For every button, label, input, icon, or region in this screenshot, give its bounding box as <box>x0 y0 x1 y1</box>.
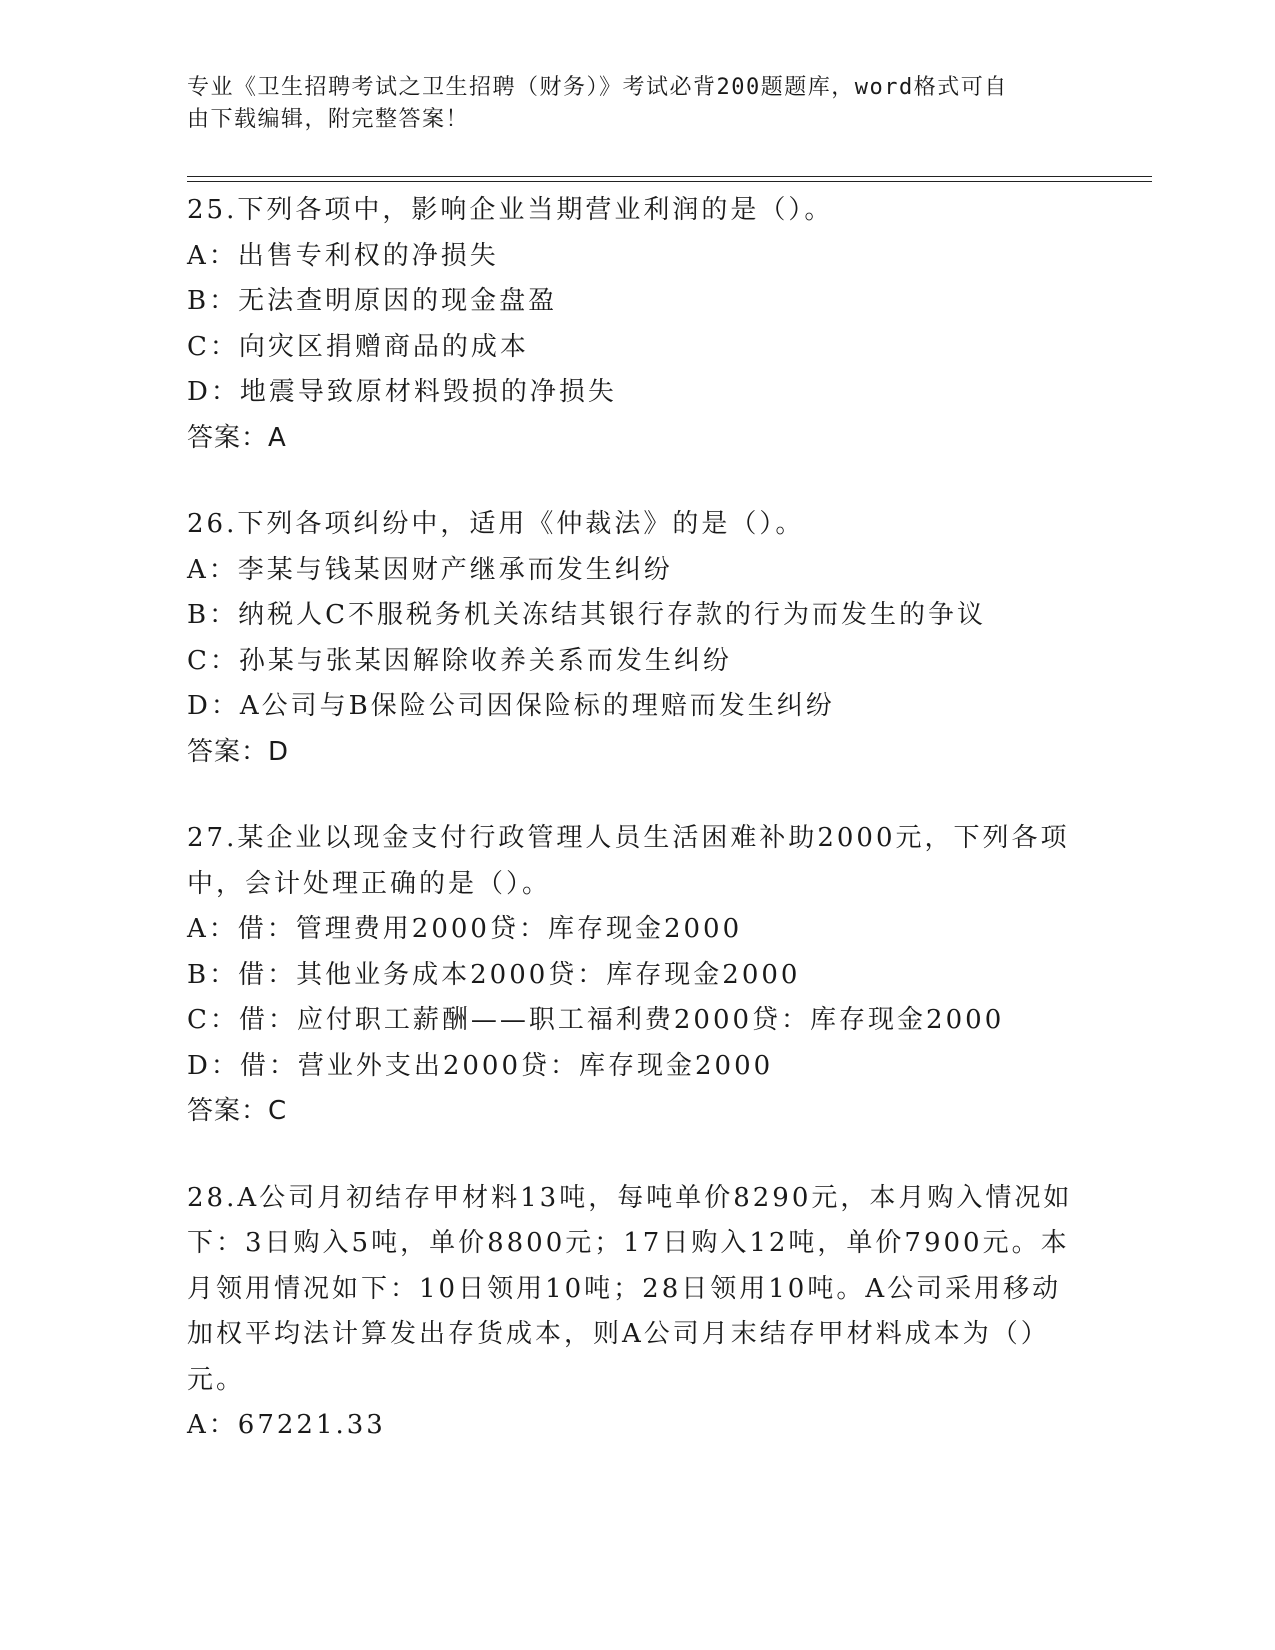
header-line-1: 专业《卫生招聘考试之卫生招聘（财务）》考试必背200题题库，word格式可自 <box>187 75 1008 100</box>
question-stem: 25.下列各项中，影响企业当期营业利润的是（）。 <box>187 195 834 225</box>
header-divider-bottom <box>187 181 1152 182</box>
option-c: C：向灾区捐赠商品的成本 <box>187 331 529 362</box>
question-stem-line-5: 元。 <box>187 1364 246 1395</box>
question-26 <box>187 502 1087 775</box>
question-stem-line-3: 月领用情况如下：10日领用10吨；28日领用10吨。A公司采用移动 <box>187 1273 1062 1304</box>
question-stem-line-1: 27.某企业以现金支付行政管理人员生活困难补助2000元，下列各项 <box>187 823 1070 853</box>
answer-label: 答案：D <box>187 736 290 767</box>
question-list <box>187 188 1087 1449</box>
option-a: A：出售专利权的净损失 <box>187 240 499 271</box>
option-d: D：A公司与B保险公司因保险标的理赔而发生纠纷 <box>187 691 835 721</box>
option-a: A：李某与钱某因财产继承而发生纠纷 <box>187 554 673 585</box>
option-d: D：借：营业外支出2000贷：库存现金2000 <box>187 1050 774 1081</box>
question-stem-line-2: 中，会计处理正确的是（）。 <box>187 868 552 899</box>
option-c: C：孙某与张某因解除收养关系而发生纠纷 <box>187 645 732 676</box>
question-stem-line-4: 加权平均法计算发出存货成本，则A公司月末结存甲材料成本为（） <box>187 1319 1050 1349</box>
question-28 <box>187 1176 1087 1449</box>
question-25 <box>187 188 1087 461</box>
option-d: D：地震导致原材料毁损的净损失 <box>187 377 617 407</box>
document-header <box>187 72 1067 136</box>
question-stem: 26.下列各项纠纷中，适用《仲裁法》的是（）。 <box>187 509 805 539</box>
question-stem-line-1: 28.A公司月初结存甲材料13吨，每吨单价8290元，本月购入情况如 <box>187 1182 1073 1213</box>
header-divider-top <box>187 176 1152 177</box>
option-c: C：借：应付职工薪酬——职工福利费2000贷：库存现金2000 <box>187 1005 1005 1035</box>
option-a: A：67221.33 <box>187 1410 386 1440</box>
answer-label: 答案：A <box>187 422 287 453</box>
header-line-2: 由下载编辑，附完整答案！ <box>187 107 470 132</box>
answer-label: 答案：C <box>187 1096 288 1126</box>
question-stem-line-2: 下：3日购入5吨，单价8800元；17日购入12吨，单价7900元。本 <box>187 1228 1070 1258</box>
option-b: B：无法查明原因的现金盘盈 <box>187 286 558 316</box>
option-b: B：纳税人C不服税务机关冻结其银行存款的行为而发生的争议 <box>187 600 987 630</box>
option-a: A：借：管理费用2000贷：库存现金2000 <box>187 914 743 944</box>
question-27 <box>187 816 1087 1135</box>
option-b: B：借：其他业务成本2000贷：库存现金2000 <box>187 959 801 990</box>
